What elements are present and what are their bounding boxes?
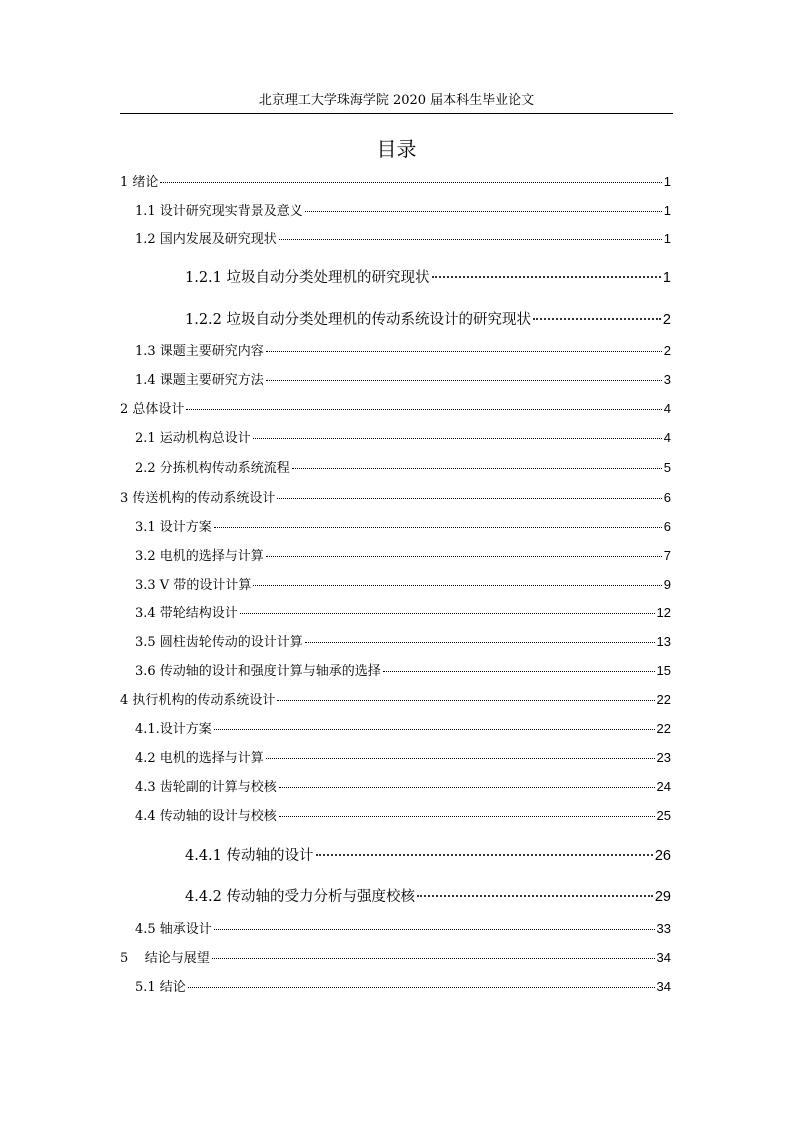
dot-leader (253, 585, 661, 586)
toc-entry-page: 22 (656, 721, 671, 736)
toc-entry-label: 2.1 运动机构总设计 (135, 431, 251, 446)
toc-entry-label: 2.2 分拣机构传动系统流程 (135, 461, 290, 476)
toc-entry[interactable] (135, 978, 671, 997)
toc-entry-page: 33 (656, 921, 671, 936)
toc-entry-label: 4.2 电机的选择与计算 (135, 751, 264, 766)
toc-entry-label: 5 结论与展望 (120, 951, 210, 966)
toc-entry-label: 5.1 结论 (135, 980, 186, 995)
dot-leader (316, 854, 653, 856)
dot-leader (279, 239, 662, 240)
toc-entry-page: 34 (656, 979, 671, 994)
dot-leader (432, 276, 661, 278)
toc-entry-page: 26 (654, 848, 671, 864)
dot-leader (188, 987, 655, 988)
toc-entry[interactable] (135, 662, 671, 681)
toc-entry-page: 6 (663, 519, 671, 534)
toc-entry[interactable] (135, 518, 671, 537)
toc-entry-page: 1 (663, 203, 671, 218)
toc-entry[interactable] (135, 920, 671, 939)
toc-entry-page: 2 (663, 343, 671, 358)
toc-entry-label: 4.4 传动轴的设计与校核 (135, 809, 277, 824)
toc-entry-page: 22 (656, 692, 671, 707)
toc-entry[interactable] (135, 547, 671, 566)
dot-leader (212, 958, 655, 959)
toc-entry[interactable] (185, 846, 671, 866)
toc-entry[interactable] (135, 778, 671, 797)
toc-entry-page: 7 (663, 548, 671, 563)
toc-entry-page: 1 (662, 270, 671, 286)
toc-entry[interactable] (135, 576, 671, 595)
dot-leader (186, 409, 661, 410)
dot-leader (214, 729, 655, 730)
dot-leader (279, 816, 655, 817)
dot-leader (533, 318, 661, 320)
dot-leader (253, 438, 662, 439)
dot-leader (277, 700, 654, 701)
toc-entry-label: 1.4 课题主要研究方法 (135, 373, 264, 388)
toc-entry-page: 29 (654, 889, 671, 905)
toc-entry[interactable] (135, 429, 671, 448)
toc-entry[interactable] (120, 691, 671, 710)
dot-leader (305, 642, 655, 643)
dot-leader (279, 787, 655, 788)
toc-entry-label: 3 传送机构的传动系统设计 (120, 491, 276, 506)
toc-entry-label: 1.3 课题主要研究内容 (135, 344, 264, 359)
toc-entry-label: 1.2 国内发展及研究现状 (135, 232, 277, 247)
toc-entry-page: 9 (663, 577, 671, 592)
toc-entry-page: 4 (663, 430, 671, 445)
toc-entry-label: 1 绪论 (120, 175, 159, 190)
dot-leader (214, 527, 662, 528)
toc-entry-label: 2 总体设计 (120, 402, 185, 417)
toc-entry-label: 3.1 设计方案 (135, 520, 212, 535)
toc-entry-label: 1.1 设计研究现实背景及意义 (135, 204, 303, 219)
toc-entry[interactable] (120, 949, 671, 968)
dot-leader (417, 895, 653, 897)
toc-entry-label: 3.3 V 带的设计计算 (135, 578, 252, 593)
toc-entry-page: 34 (656, 950, 671, 965)
toc-entry-page: 1 (663, 174, 671, 189)
toc-entry[interactable] (135, 604, 671, 623)
toc-entry-label: 3.6 传动轴的设计和强度计算与轴承的选择 (135, 664, 381, 679)
dot-leader (305, 211, 662, 212)
toc-entry-page: 15 (656, 663, 671, 678)
toc-entry-label: 4.4.1 传动轴的设计 (185, 848, 314, 864)
toc-entry-label: 3.5 圆柱齿轮传动的设计计算 (135, 635, 303, 650)
dot-leader (266, 556, 662, 557)
toc-entry-page: 1 (663, 231, 671, 246)
toc-entry-label: 1.2.2 垃圾自动分类处理机的传动系统设计的研究现状 (185, 312, 532, 328)
page-title: 目录 (376, 137, 417, 161)
dot-leader (160, 182, 661, 183)
dot-leader (240, 613, 655, 614)
toc-entry[interactable] (135, 342, 671, 361)
toc-entry-label: 4.4.2 传动轴的受力分析与强度校核 (185, 889, 416, 905)
toc-entry-page: 24 (656, 779, 671, 794)
toc-entry-page: 2 (662, 312, 671, 328)
toc-entry-page: 6 (663, 490, 671, 505)
toc-entry-page: 3 (663, 372, 671, 387)
toc-entry[interactable] (135, 720, 671, 739)
toc-entry[interactable] (135, 633, 671, 652)
toc-entry[interactable] (135, 230, 671, 249)
dot-leader (266, 758, 655, 759)
toc-entry-label: 3.2 电机的选择与计算 (135, 549, 264, 564)
dot-leader (277, 498, 661, 499)
toc-entry-label: 4 执行机构的传动系统设计 (120, 693, 276, 708)
toc-entry[interactable] (120, 400, 671, 419)
toc-entry[interactable] (135, 371, 671, 390)
toc-entry-label: 1.2.1 垃圾自动分类处理机的研究现状 (185, 270, 430, 286)
toc-entry[interactable] (185, 310, 671, 330)
toc-entry[interactable] (185, 887, 671, 907)
dot-leader (214, 929, 655, 930)
toc-entry-label: 4.1.设计方案 (135, 722, 212, 737)
toc-entry[interactable] (135, 202, 671, 221)
toc-entry[interactable] (120, 489, 671, 508)
dot-leader (292, 468, 662, 469)
toc-entry-label: 4.3 齿轮副的计算与校核 (135, 780, 277, 795)
running-header: 北京理工大学珠海学院 2020 届本科生毕业论文 (258, 93, 535, 108)
toc-entry-page: 13 (656, 634, 671, 649)
toc-entry-page: 23 (656, 750, 671, 765)
toc-entry-page: 25 (656, 808, 671, 823)
toc-entry-page: 4 (663, 401, 671, 416)
dot-leader (383, 671, 655, 672)
toc-entry[interactable] (135, 459, 671, 478)
toc-entry-page: 12 (656, 605, 671, 620)
toc-entry[interactable] (120, 173, 671, 192)
toc-entry[interactable] (185, 268, 671, 288)
toc-entry[interactable] (135, 749, 671, 768)
toc-entry-label: 3.4 带轮结构设计 (135, 606, 238, 621)
toc-entry-label: 4.5 轴承设计 (135, 922, 212, 937)
toc-entry[interactable] (135, 807, 671, 826)
toc-entry-page: 5 (663, 460, 671, 475)
dot-leader (266, 380, 662, 381)
dot-leader (266, 351, 662, 352)
